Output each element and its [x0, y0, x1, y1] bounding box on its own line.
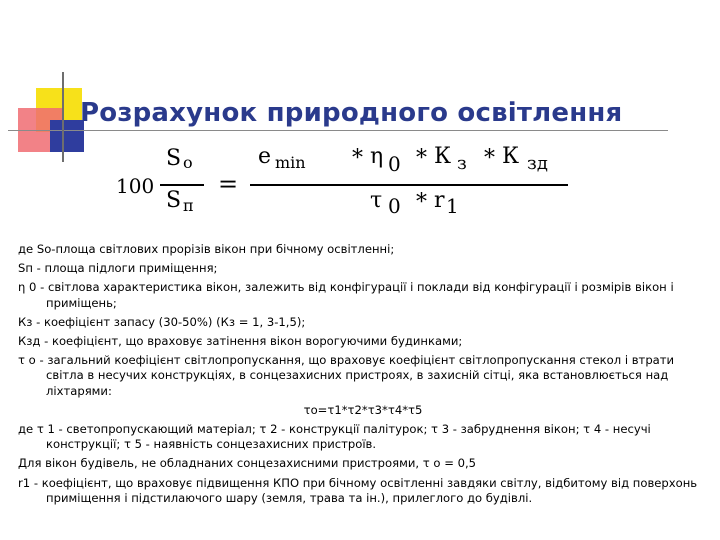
paragraph-kz: Кз - коефіцієнт запасу (30-50%) (Кз = 1, 3-1,5);: [18, 314, 306, 329]
slide-title: Розрахунок природного освітлення: [80, 98, 623, 128]
formula-r-sub: 1: [446, 194, 459, 218]
formula-equals: =: [218, 170, 239, 198]
formula-rhs-fraction-bar: [250, 184, 568, 186]
formula-k2: К: [502, 144, 520, 169]
paragraph-tau: τ о - загальний коефіцієнт світлопропускання, що враховує коефіцієнт світлопропускання стекол і втрати світла в несучих конструкціях, в сонцезахисних пристроях, в захисній сітці, яка встановлюється над ліхтарями:: [18, 353, 675, 398]
formula-tau-sub: 0: [388, 194, 401, 218]
formula-lhs-numerator-sub: о: [183, 153, 193, 172]
formula-tau: τ: [370, 188, 383, 213]
formula-lhs-denominator-sub: п: [183, 196, 194, 215]
formula-den-star: *: [416, 190, 427, 215]
formula-coefficient: 100: [116, 174, 155, 198]
paragraph-tau-components: де τ 1 - светопропускающий матеріал; τ 2 - конструкції палітурок; τ 3 - забруднення вікон; τ 4 - несучі конструкції; τ 5 - наявність сонцезахисних пристроїв.: [18, 422, 651, 452]
formula-star-2: *: [416, 146, 427, 171]
formula-k2-sub: зд: [527, 153, 548, 174]
formula-lhs-denominator: S: [166, 188, 182, 213]
tau-formula: τо=τ1*τ2*τ3*τ4*τ5: [303, 402, 423, 417]
formula-k1: К: [434, 144, 452, 169]
decor-horizontal-line: [8, 130, 668, 131]
paragraph-sp: Sп - площа підлоги приміщення;: [18, 261, 218, 276]
paragraph-kzd: Кзд - коефіцієнт, що враховує затінення вікон ворогуючими будинками;: [18, 334, 463, 349]
paragraph-eta: η 0 - світлова характеристика вікон, залежить від конфігурації і поклади від конфігурації і розмірів вікон і приміщень;: [18, 280, 674, 310]
formula-eta-sub: 0: [388, 152, 401, 176]
paragraph-tau-value: Для вікон будівель, не обладнаних сонцезахисними пристроями, τ о = 0,5: [18, 456, 477, 471]
formula-k1-sub: з: [457, 153, 467, 174]
paragraph-so: де Sо-площа світлових прорізів вікон при бічному освітленні;: [18, 242, 395, 256]
formula: [0, 140, 720, 230]
paragraph-r1: r1 - коефіцієнт, що враховує підвищення КПО при бічному освітленні завдяки світлу, відбитому від поверхонь приміщення і підстилаючого шару (земля, трава та ін.), прилеглого до будівлі.: [18, 475, 698, 505]
formula-e: e: [258, 144, 272, 169]
formula-star-1: *: [352, 146, 363, 171]
formula-eta: η: [370, 144, 384, 169]
formula-r: r: [434, 188, 445, 213]
explanation-text: [18, 242, 708, 510]
formula-star-3: *: [484, 146, 495, 171]
formula-e-sub: min: [275, 153, 306, 172]
formula-lhs-fraction-bar: [160, 184, 204, 186]
formula-lhs-numerator: S: [166, 146, 182, 171]
